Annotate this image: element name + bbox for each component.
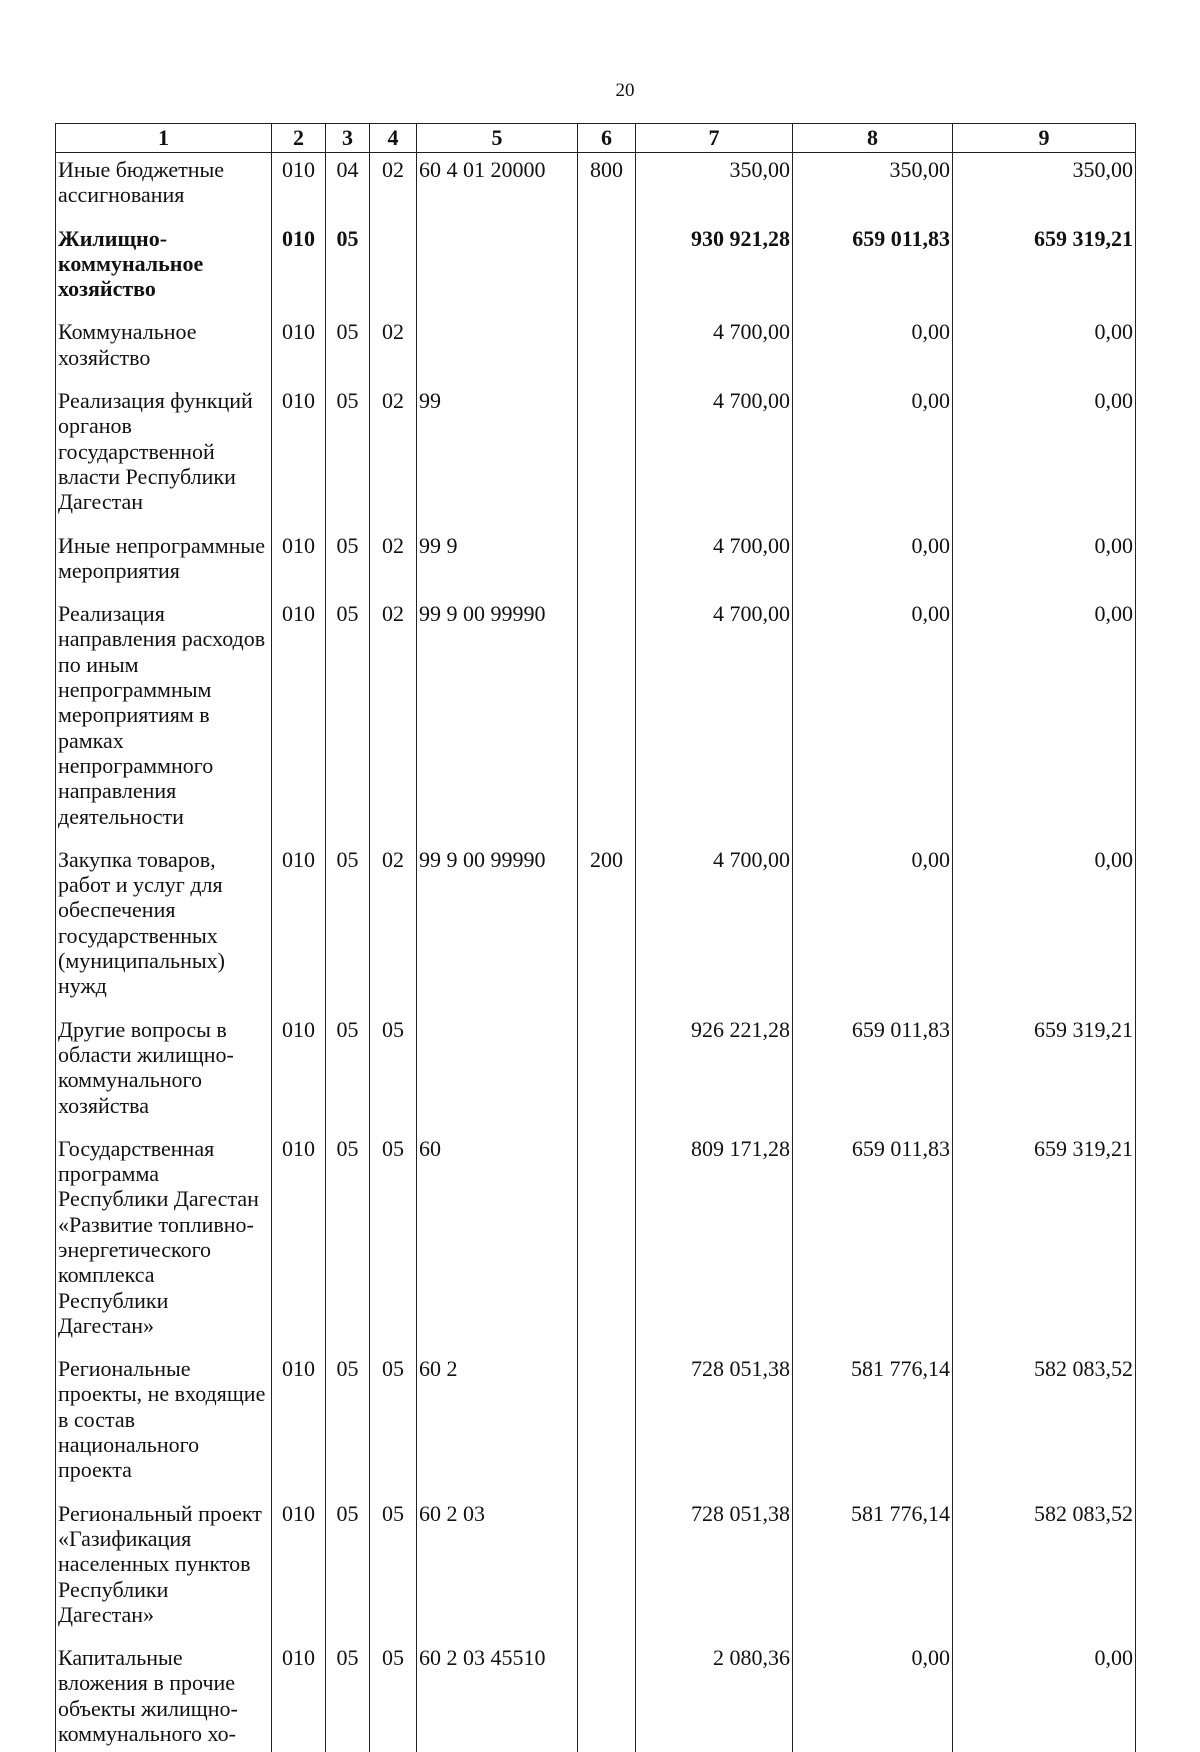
row-amount-9: 659 319,21 [953,1017,1136,1136]
row-code-4: 02 [370,601,417,847]
row-name: Региональный проект «Газификация населенных пунктов Республики Дагестан» [56,1501,272,1645]
row-name: Жилищно-коммунальное хозяйство [56,226,272,320]
row-code-4: 05 [370,1017,417,1136]
row-code-4: 05 [370,1136,417,1356]
row-code-3: 05 [326,388,370,532]
row-code-5: 60 2 [417,1356,578,1500]
row-amount-9: 659 319,21 [953,226,1136,320]
row-amount-7: 4 700,00 [636,388,793,532]
row-code-3: 05 [326,1645,370,1752]
row-code-4 [370,226,417,320]
table-row [56,388,1136,532]
row-amount-8: 0,00 [793,388,953,532]
column-header-9: 9 [953,124,1136,153]
row-amount-9: 659 319,21 [953,1136,1136,1356]
row-amount-7: 728 051,38 [636,1356,793,1500]
row-amount-9: 582 083,52 [953,1501,1136,1645]
column-header-4: 4 [370,124,417,153]
row-amount-9: 0,00 [953,319,1136,388]
row-code-2: 010 [272,153,326,226]
row-code-5: 60 [417,1136,578,1356]
row-amount-8: 581 776,14 [793,1356,953,1500]
row-code-6 [578,1501,636,1645]
row-amount-9: 0,00 [953,847,1136,1017]
row-amount-8: 659 011,83 [793,1136,953,1356]
table-row [56,847,1136,1017]
row-amount-8: 0,00 [793,533,953,602]
row-name: Государственная программа Республики Дагестан «Развитие топливно-энергетического комплекса Республики Дагестан» [56,1136,272,1356]
row-code-4: 05 [370,1501,417,1645]
row-name: Капитальные вложения в прочие объекты жилищно-коммунального хо- [56,1645,272,1752]
table-row [56,226,1136,320]
table-body [56,153,1136,1752]
row-name: Реализация направления расходов по иным непрограммным мероприятиям в рамках непрограммного направления деятельности [56,601,272,847]
row-code-2: 010 [272,533,326,602]
row-amount-9: 0,00 [953,1645,1136,1752]
row-code-2: 010 [272,847,326,1017]
table-row [56,601,1136,847]
row-name: Закупка товаров, работ и услуг для обеспечения государственных (муниципальных) нужд [56,847,272,1017]
row-amount-7: 350,00 [636,153,793,226]
table-row [56,1645,1136,1752]
table-row [56,1356,1136,1500]
row-code-5 [417,226,578,320]
table-row [56,153,1136,226]
row-code-4: 02 [370,153,417,226]
row-name: Иные непрограммные мероприятия [56,533,272,602]
table-row [56,1501,1136,1645]
table-row [56,533,1136,602]
row-amount-7: 4 700,00 [636,319,793,388]
column-header-2: 2 [272,124,326,153]
row-code-3: 05 [326,601,370,847]
row-amount-7: 4 700,00 [636,601,793,847]
row-amount-9: 0,00 [953,388,1136,532]
row-name: Коммунальное хозяйство [56,319,272,388]
row-amount-9: 0,00 [953,533,1136,602]
row-code-4: 05 [370,1645,417,1752]
row-amount-8: 659 011,83 [793,1017,953,1136]
row-code-2: 010 [272,1645,326,1752]
budget-table [55,123,1136,1752]
row-code-3: 05 [326,226,370,320]
row-code-4: 02 [370,847,417,1017]
row-code-4: 02 [370,533,417,602]
row-code-4: 02 [370,319,417,388]
row-code-6 [578,226,636,320]
row-code-3: 05 [326,533,370,602]
row-amount-7: 4 700,00 [636,533,793,602]
row-code-5: 99 [417,388,578,532]
row-code-6 [578,533,636,602]
row-code-3: 04 [326,153,370,226]
row-code-3: 05 [326,1017,370,1136]
row-amount-8: 0,00 [793,1645,953,1752]
row-code-5: 99 9 00 99990 [417,847,578,1017]
row-code-3: 05 [326,847,370,1017]
column-header-7: 7 [636,124,793,153]
row-code-2: 010 [272,1501,326,1645]
row-name: Иные бюджетные ассигнования [56,153,272,226]
row-code-5: 99 9 [417,533,578,602]
row-amount-8: 0,00 [793,601,953,847]
row-amount-7: 930 921,28 [636,226,793,320]
row-amount-7: 728 051,38 [636,1501,793,1645]
row-amount-9: 582 083,52 [953,1356,1136,1500]
row-name: Региональные проекты, не входящие в состав национального проекта [56,1356,272,1500]
column-header-6: 6 [578,124,636,153]
row-code-6 [578,319,636,388]
row-code-2: 010 [272,226,326,320]
row-amount-7: 926 221,28 [636,1017,793,1136]
row-code-6: 800 [578,153,636,226]
column-header-1: 1 [56,124,272,153]
row-amount-7: 2 080,36 [636,1645,793,1752]
table-row [56,319,1136,388]
row-amount-8: 581 776,14 [793,1501,953,1645]
row-code-4: 05 [370,1356,417,1500]
row-code-6 [578,1645,636,1752]
row-amount-7: 809 171,28 [636,1136,793,1356]
row-code-6 [578,1017,636,1136]
row-code-6: 200 [578,847,636,1017]
row-code-2: 010 [272,1136,326,1356]
row-code-6 [578,1356,636,1500]
row-code-5: 60 2 03 [417,1501,578,1645]
header-row [56,124,1136,153]
row-code-5 [417,319,578,388]
row-code-3: 05 [326,1501,370,1645]
row-name: Реализация функций органов государственной власти Республики Дагестан [56,388,272,532]
row-amount-8: 0,00 [793,847,953,1017]
column-header-8: 8 [793,124,953,153]
row-code-5: 60 2 03 45510 [417,1645,578,1752]
row-name: Другие вопросы в области жилищно-коммунального хозяйства [56,1017,272,1136]
row-amount-8: 350,00 [793,153,953,226]
row-code-2: 010 [272,601,326,847]
row-code-6 [578,1136,636,1356]
row-code-4: 02 [370,388,417,532]
row-code-3: 05 [326,1136,370,1356]
table-row [56,1136,1136,1356]
row-amount-9: 0,00 [953,601,1136,847]
column-header-5: 5 [417,124,578,153]
column-header-3: 3 [326,124,370,153]
table-row [56,1017,1136,1136]
row-code-2: 010 [272,1356,326,1500]
table-header [56,124,1136,153]
row-code-5: 99 9 00 99990 [417,601,578,847]
row-code-2: 010 [272,1017,326,1136]
row-code-6 [578,388,636,532]
row-code-5 [417,1017,578,1136]
row-amount-7: 4 700,00 [636,847,793,1017]
row-amount-9: 350,00 [953,153,1136,226]
row-code-3: 05 [326,319,370,388]
row-code-2: 010 [272,319,326,388]
row-code-6 [578,601,636,847]
row-amount-8: 659 011,83 [793,226,953,320]
row-code-3: 05 [326,1356,370,1500]
row-code-2: 010 [272,388,326,532]
row-code-5: 60 4 01 20000 [417,153,578,226]
page-number: 20 [0,80,1200,102]
row-amount-8: 0,00 [793,319,953,388]
